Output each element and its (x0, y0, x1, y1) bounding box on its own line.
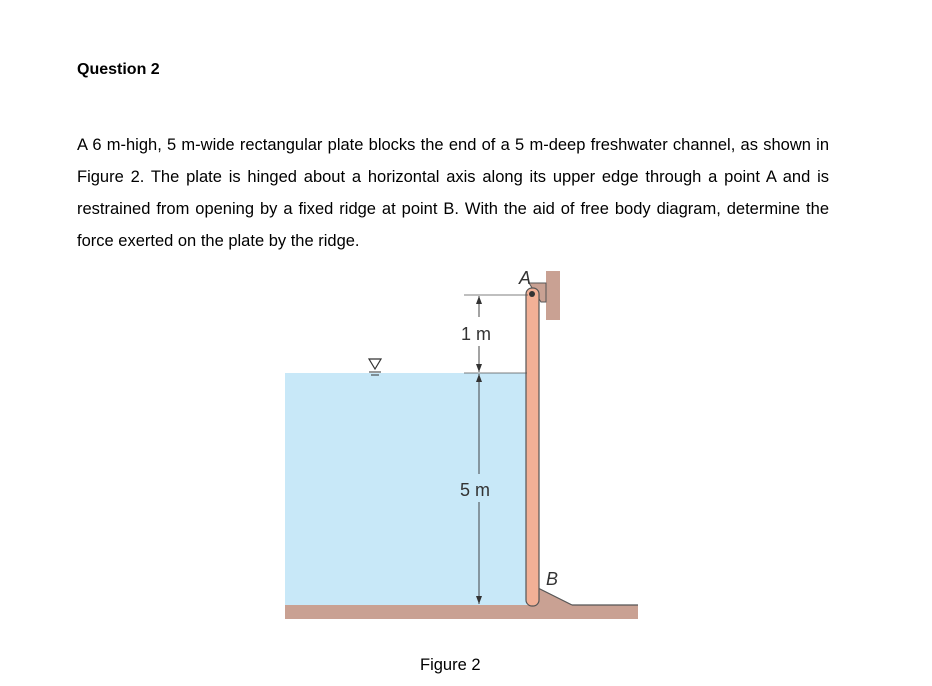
question-body: A 6 m-high, 5 m-wide rectangular plate blocks the end of a 5 m-deep freshwater channel, as shown in Figure 2. The plate is hinged about a horizontal axis along its upper edge through a point A and is restrained from opening by a fixed ridge at point B. With the aid of free body diagram, determine the force exerted on the plate by the ridge. (77, 136, 829, 250)
gate-plate (526, 288, 539, 606)
label-5m: 5 m (460, 480, 491, 500)
channel-bottom (285, 605, 638, 619)
question-heading: Question 2 (77, 61, 160, 78)
water-region (285, 373, 527, 605)
label-b: B (546, 569, 559, 589)
label-a: A (519, 268, 532, 288)
figure-caption: Figure 2 (420, 656, 481, 674)
free-surface-symbol (369, 359, 381, 375)
hinge-pin-a (529, 291, 535, 297)
support-wall (546, 271, 560, 320)
label-1m: 1 m (461, 324, 492, 344)
